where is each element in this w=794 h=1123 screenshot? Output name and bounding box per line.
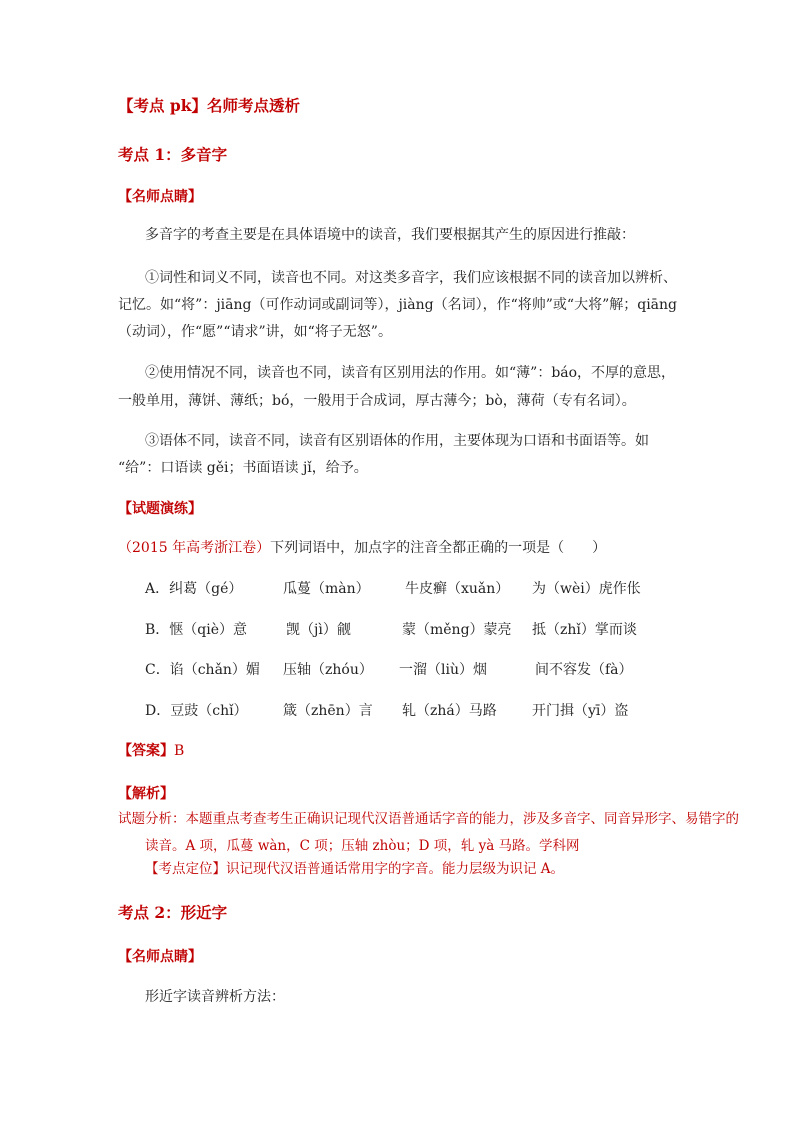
option-c-3: 一溜（liù）烟 [399,662,487,678]
analysis-tag: 【解析】 [118,786,174,802]
section-2-tag: 【名师点睛】 [118,949,202,965]
option-d-1: D．豆豉（chǐ） [145,703,248,719]
point1-line1: ①词性和词义不同，读音也不同。对这类多音字，我们应该根据不同的读音加以辨析、 [145,270,677,286]
option-c-4: 间不容发（fà） [535,662,633,678]
option-a-4: 为（wèi）虎作伥 [532,581,641,597]
analysis-line-1: 试题分析：本题重点考查考生正确识记现代汉语普通话字音的能力，涉及多音字、同音异形字、易错字的 [118,811,739,827]
question-source: （2015 年高考浙江卷） [118,540,271,556]
option-b-4: 抵（zhǐ）掌而谈 [532,622,637,638]
option-d-3: 轧（zhá）马路 [402,703,497,719]
section-1-intro: 多音字的考查主要是在具体语境中的读音，我们要根据其产生的原因进行推敲： [145,227,635,243]
option-c-1: C．谄（chǎn）媚 [145,662,260,678]
section-2-intro: 形近字读音辨析方法： [145,989,285,1005]
answer [118,740,184,760]
option-a-3: 牛皮癣（xuǎn） [405,581,510,597]
option-b-2: 觊（jì）觎 [286,622,351,638]
option-b-1: B．惬（qiè）意 [145,622,248,638]
section-1-tag: 【名师点睛】 [118,189,202,205]
exercise-question [118,537,606,557]
analysis-line-2: 读音。A 项，瓜蔓 wàn，C 项；压轴 zhòu；D 项，轧 yà 马路。学科网 [145,838,580,854]
point1-line2: 记忆。如“将”：jiāng（可作动词或副词等），jiàng（名词），作“将帅”或“大将”解；qiāng [118,297,677,313]
analysis-line-3: 【考点定位】识记现代汉语普通话常用字的字音。能力层级为识记 A。 [145,861,565,877]
answer-value: B [174,743,185,759]
option-a-2: 瓜蔓（màn） [283,581,370,597]
section-2-title: 考点 2：形近字 [118,903,228,922]
page-heading: 【考点 pk】名师考点透析 [118,96,300,115]
point3-line1: ③语体不同，读音不同，读音有区别语体的作用，主要体现为口语和书面语等。如 [145,433,649,449]
option-d-4: 开门揖（yī）盗 [532,703,629,719]
point3-line2: “给”：口语读 gěi；书面语读 jǐ，给予。 [118,460,368,476]
answer-label: 【答案】 [118,743,174,759]
exercise-tag: 【试题演练】 [118,501,202,517]
point1-line3: （动词），作“愿”“请求”讲，如“将子无怒”。 [118,324,392,340]
point2-line1: ②使用情况不同，读音也不同，读音有区别用法的作用。如“薄”：báo，不厚的意思， [145,365,676,381]
option-b-3: 蒙（měng）蒙亮 [402,622,512,638]
section-1-title: 考点 1：多音字 [118,145,228,164]
point2-line2: 一般单用，薄饼、薄纸；bó，一般用于合成词，厚古薄今；bò，薄荷（专有名词）。 [118,393,636,409]
option-c-2: 压轴（zhóu） [283,662,373,678]
question-text: 下列词语中，加点字的注音全都正确的一项是（ ） [270,540,607,556]
option-d-2: 箴（zhēn）言 [283,703,373,719]
option-a-1: A．纠葛（gé） [145,581,243,597]
